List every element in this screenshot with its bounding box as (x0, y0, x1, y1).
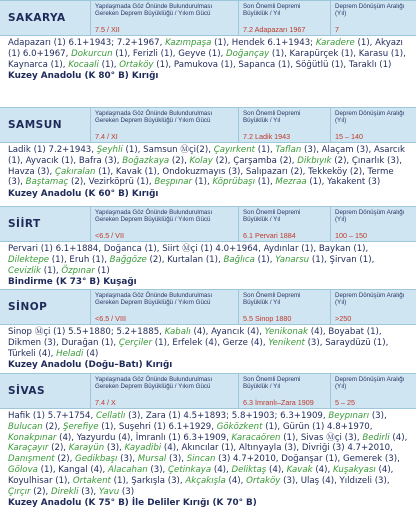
town-name: Bulucan (8, 421, 43, 432)
province-name: SAMSUN (8, 119, 63, 131)
district-text: (2), Çınarlık (3), Havza (3), (8, 155, 402, 177)
district-text: (3), (369, 411, 387, 421)
town-name: Gölova (8, 464, 38, 475)
district-text: (1), Akyazı (1) 6.0+1967, (8, 38, 403, 59)
col2-cell (238, 1, 330, 35)
col2-value: 6.3 İmranlı–Zara 1909 (243, 398, 314, 407)
town-name: Göközkent (216, 421, 263, 432)
col2-value: 6.1 Pervari 1884 (243, 231, 296, 240)
district-text: (3) 4.7+2010, Doğanşar (1), Gemerek (3), (215, 454, 400, 465)
district-text: (1), Samsun Ⓜçi(2), (122, 145, 214, 155)
town-name: Cellatlı (95, 411, 126, 421)
district-text: (4) (83, 348, 99, 359)
province-name: SAKARYA (8, 12, 66, 24)
town-name: Kayadibi (124, 443, 162, 454)
col3-cell (330, 374, 416, 408)
district-text: (4), Boyabat (1), Dikmen (3), Durağan (1), (8, 327, 382, 348)
district-text: (4), Koyulhisar (1), (8, 464, 394, 486)
col2-header: Son Önemli Depremi Büyüklük / Yıl (243, 3, 301, 17)
town-name: Bedirli (362, 432, 390, 443)
town-name: Bağgöze (109, 254, 147, 265)
town-name: Çırçır (8, 486, 31, 497)
district-text: (1), Pamukova (1), Sapanca (1), Söğütlü (1), Taraklı (1) (153, 59, 392, 70)
settlement-list (0, 36, 416, 70)
town-name: Beypınarı (328, 411, 370, 421)
district-text: (1), Gürün (1) 4.8+1970, (262, 421, 373, 432)
col2-cell (238, 290, 330, 324)
town-name: Sincan (186, 454, 216, 465)
district-text: (3), (78, 486, 99, 497)
town-name: Kuşakyası (332, 464, 376, 475)
town-name: Yavu (98, 486, 120, 497)
town-name: Mursal (137, 454, 167, 465)
col1-header: Yapılaşmada Göz Önünde Bulundurulması Gereken Deprem Büyüklüğü / Yıkım Gücü (95, 376, 213, 390)
town-name: Doğançay (226, 48, 270, 59)
col1-header: Yapılaşmada Göz Önünde Bulundurulması Gereken Deprem Büyüklüğü / Yıkım Gücü (95, 292, 213, 306)
col1-cell (90, 108, 238, 142)
province-section (0, 289, 416, 372)
col3-value: 5 – 25 (335, 398, 355, 407)
town-name: Cevizlik (8, 265, 42, 276)
district-text: (1), Yakakent (3) (306, 177, 381, 188)
col3-value: >250 (335, 314, 352, 323)
district-text: (1), Hendek 6.1+1943; (211, 38, 316, 48)
district-text: (2), (54, 454, 76, 465)
col1-cell (90, 207, 238, 241)
town-name: Danışment (8, 454, 55, 465)
town-name: Direkli (50, 486, 79, 497)
town-name: Akçakışla (185, 475, 226, 486)
district-text: (1), (41, 265, 62, 276)
district-text: (4), (312, 464, 333, 475)
province-name: SİVAS (8, 385, 46, 397)
province-header-band (0, 0, 416, 36)
district-text: Sinop Ⓜçi (1) 5.5+1880; 5.2+1885, (8, 327, 165, 337)
col3-value: 7 (335, 25, 339, 34)
fault-line-title: Kuzey Anadolu (K 75° B) İle Deliler Kırığı (K 70° B) (8, 498, 257, 509)
town-name: Karaçayır (8, 443, 49, 454)
district-text: (4), (389, 432, 408, 443)
town-name: Dilektepe (8, 254, 50, 265)
col2-header: Son Önemli Depremi Büyüklük / Yıl (243, 376, 301, 390)
town-name: Kavak (286, 464, 313, 475)
town-name: Yanarsu (275, 254, 310, 265)
settlement-list (0, 143, 416, 188)
district-text: (4), (266, 464, 287, 475)
district-text: (4), Ayancık (4), (190, 327, 265, 337)
town-name: Karacaören (231, 432, 281, 443)
col2-header: Son Önemli Depremi Büyüklük / Yıl (243, 292, 301, 306)
district-text: (2), (30, 486, 51, 497)
district-text: Hafik (1) 5.7+1754, (8, 411, 96, 421)
district-text: (3), (147, 464, 169, 475)
district-text: (1), Kangal (4), (37, 464, 108, 475)
fault-line-title: Kuzey Anadolu (K 80° B) Kırığı (8, 71, 159, 82)
col1-cell (90, 1, 238, 35)
district-text: (1), Sivas Ⓜçi (3), (280, 432, 363, 443)
district-text: (1), Ferizli (1), Geyve (1), (112, 48, 227, 59)
col2-header: Son Önemli Depremi Büyüklük / Yıl (243, 209, 301, 223)
district-text: (3), Alaçam (3), Asarcık (1), Ayvacık (1), Bafra (3), (8, 145, 405, 166)
col2-cell (238, 207, 330, 241)
district-text: (1) (94, 265, 110, 276)
town-name: Çakıralan (54, 166, 96, 177)
col1-value: 7.4 / X (95, 398, 116, 407)
town-name: Kazımpaşa (165, 38, 212, 48)
district-text: (3), (166, 454, 187, 465)
town-name: Gedikbaşı (75, 454, 118, 465)
province-section (0, 373, 416, 510)
col3-header: Deprem Dönüşüm Aralığı (Yıl) (335, 3, 405, 17)
col1-value: <6.5 / VIII (95, 314, 126, 323)
town-name: Ortaköy (119, 59, 154, 70)
col3-cell (330, 207, 416, 241)
col1-header: Yapılaşmada Göz Önünde Bulundurulması Gereken Deprem Büyüklüğü / Yıkım Gücü (95, 209, 213, 223)
col2-cell (238, 108, 330, 142)
col3-cell (330, 1, 416, 35)
col3-cell (330, 108, 416, 142)
settlement-list (0, 325, 416, 359)
district-text: (2), Kurtalan (1), (146, 254, 224, 265)
town-name: Çetinkaya (168, 464, 212, 475)
town-name: Dokurcun (71, 48, 113, 59)
col1-value: 7.5 / XII (95, 25, 120, 34)
town-name: Karayün (68, 443, 105, 454)
district-text: (4), Akıncılar (1), Altınyayla (3), Divriği (3) 4.7+2010, (161, 443, 393, 454)
district-text: (3), Saraydüzü (1), Türkeli (4), (8, 337, 389, 359)
col3-header: Deprem Dönüşüm Aralığı (Yıl) (335, 110, 405, 124)
district-text: (1), Karapürçek (1), Karasu (1), Kaynarca (1), (8, 48, 406, 70)
town-name: Ortakent (72, 475, 111, 486)
town-name: Konakpınar (8, 432, 57, 443)
town-name: Özpınar (61, 265, 95, 276)
col3-value: 15 – 140 (335, 132, 363, 141)
fault-line-title: Kuzey Anadolu (Doğu–Batı) Kırığı (8, 360, 173, 371)
settlement-list (0, 409, 416, 497)
district-text: (3), Zara (1) 4.5+1893; 5.8+1903; 6.3+1909, (125, 411, 329, 421)
town-name: Deliktaş (231, 464, 267, 475)
col1-header: Yapılaşmada Göz Önünde Bulundurulması Gereken Deprem Büyüklüğü / Yıkım Gücü (95, 3, 213, 17)
town-name: Alacahan (107, 464, 148, 475)
district-text: (3), (104, 443, 125, 454)
province-name: SİİRT (8, 218, 41, 230)
district-text: (1), Suşehri (1) 6.1+1929, (98, 421, 217, 432)
district-text: (3), Ulaş (4), Yıldızeli (3), (280, 475, 390, 486)
town-name: Ortaköy (246, 475, 281, 486)
district-text: Pervari (1) 6.1+1884, Doğanca (1), Siirt Ⓜçi (1) 4.0+1964, Aydınlar (1), Baykan (1), (8, 244, 369, 254)
town-name: Çayırkent (213, 145, 256, 155)
district-text: (1), (255, 177, 276, 188)
col1-cell (90, 374, 238, 408)
district-text: (1), (254, 254, 276, 265)
col2-value: 7.2 Adapazarı 1967 (243, 25, 306, 34)
district-text: (4), (211, 464, 232, 475)
district-text: (1), Erfelek (4), Gerze (4), (152, 337, 269, 348)
col1-value: 7.4 / XI (95, 132, 118, 141)
district-text: (1), Şirvan (1), (309, 254, 375, 265)
district-text: (2), (169, 155, 190, 166)
district-text: (4), (225, 475, 247, 486)
district-text: (1), (98, 59, 120, 70)
town-name: Bağlıca (223, 254, 255, 265)
province-header-band (0, 289, 416, 325)
district-text: (1), Eruh (1), (49, 254, 110, 265)
town-name: Şerefiye (63, 421, 99, 432)
district-text: (2), Vezirköprü (1), (68, 177, 155, 188)
district-text: Ladik (1) 7.2+1943, (8, 145, 97, 155)
col1-header: Yapılaşmada Göz Önünde Bulundurulması Gereken Deprem Büyüklüğü / Yıkım Gücü (95, 110, 213, 124)
settlement-list (0, 242, 416, 276)
town-name: Kabalı (164, 327, 191, 337)
col3-header: Deprem Dönüşüm Aralığı (Yıl) (335, 209, 405, 223)
fault-line-title: Kuzey Anadolu (K 60° B) Kırığı (8, 189, 159, 200)
province-section (0, 107, 416, 201)
town-name: Çerçiler (118, 337, 153, 348)
col3-value: 100 – 150 (335, 231, 367, 240)
town-name: Kolay (189, 155, 213, 166)
town-name: Heladi (56, 348, 84, 359)
district-text: (1), (192, 177, 213, 188)
town-name: Beşpınar (154, 177, 193, 188)
district-text: (1), (255, 145, 276, 155)
district-text: (2), Çarşamba (2), (212, 155, 298, 166)
town-name: Karadere (315, 38, 355, 48)
col2-header: Son Önemli Depremi Büyüklük / Yıl (243, 110, 301, 124)
province-header-band (0, 206, 416, 242)
fault-line-title: Bindirme (K 73° B) Kuşağı (8, 277, 137, 288)
col2-cell (238, 374, 330, 408)
town-name: Şeyhli (96, 145, 123, 155)
col3-cell (330, 290, 416, 324)
district-text: (1), Kavak (1), Ondokuzmayıs (3), Salıpazarı (2), Tekkeköy (2), Terme (3), (8, 166, 394, 188)
province-header-band (0, 373, 416, 409)
town-name: Yenikonak (264, 327, 309, 337)
province-section (0, 206, 416, 289)
province-name: SİNOP (8, 301, 48, 313)
town-name: Baştamaç (25, 177, 69, 188)
district-text: (4), Yazyurdu (4), İmranlı (1) 6.3+1909, (56, 432, 232, 443)
town-name: Dikbıyık (297, 155, 332, 166)
town-name: Köprübaşı (212, 177, 256, 188)
col1-value: <6.5 / VII (95, 231, 124, 240)
district-text: (1), Şarkışla (3), (110, 475, 186, 486)
town-name: Yenikent (268, 337, 305, 348)
col2-value: 5.5 Sinop 1880 (243, 314, 292, 323)
col1-cell (90, 290, 238, 324)
district-text: (2), (42, 421, 63, 432)
town-name: Boğazkaya (122, 155, 170, 166)
province-section (0, 0, 416, 83)
town-name: Kocaali (68, 59, 99, 70)
col3-header: Deprem Dönüşüm Aralığı (Yıl) (335, 292, 405, 306)
district-text: (3) (119, 486, 135, 497)
town-name: Mezraa (275, 177, 307, 188)
district-text: (3), (117, 454, 138, 465)
province-header-band (0, 107, 416, 143)
district-text: Adapazarı (1) 6.1+1943; 7.2+1967, (8, 38, 166, 48)
district-text: (2), (48, 443, 69, 454)
town-name: Taflan (275, 145, 302, 155)
col3-header: Deprem Dönüşüm Aralığı (Yıl) (335, 376, 405, 390)
col2-value: 7.2 Ladik 1943 (243, 132, 291, 141)
